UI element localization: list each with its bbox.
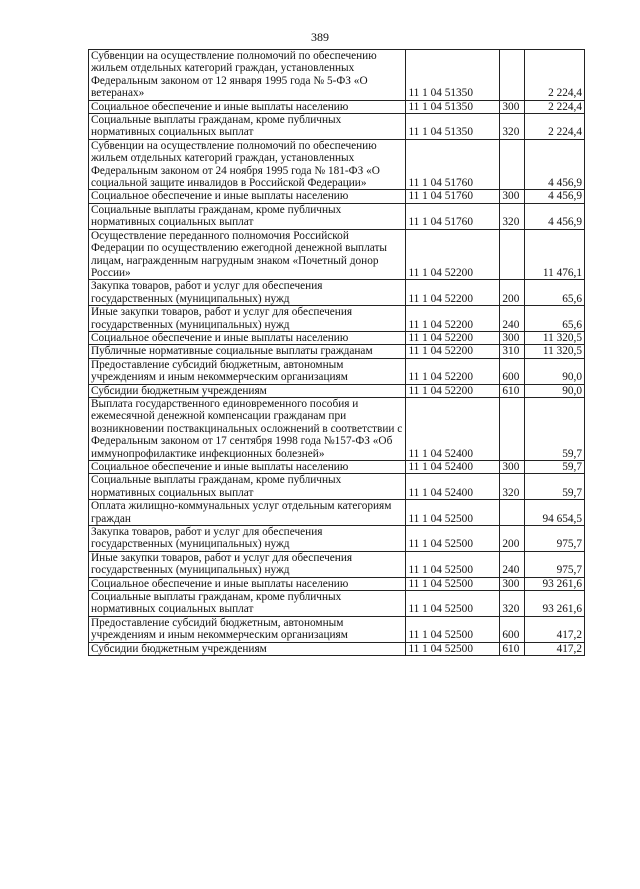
row-code: 11 1 04 52500 [408,538,473,551]
row-name: Социальное обеспечение и иные выплаты населению [91,190,349,203]
row-name-cell [89,190,406,203]
row-name: Социальные выплаты гражданам, кроме публичных нормативных социальных выплат [91,474,342,499]
row-code-cell [406,203,500,229]
row-amount-cell [525,190,585,203]
row-type: 320 [502,603,520,616]
table-row [89,306,585,332]
row-amount: 11 320,5 [542,331,582,344]
row-code: 11 1 04 51350 [408,126,473,139]
row-name: Закупка товаров, работ и услуг для обеспечения государственных (муниципальных) нужд [91,526,323,551]
row-type: 300 [502,190,520,203]
row-type-cell [500,306,525,332]
row-name: Выплата государственного единовременного пособия и ежемесячной денежной компенсации гражданам при возникновении поствакцинальных осложнений в соответствии с Федеральным законом от 17 сентября 1998 года №157-ФЗ «Об иммунопрофилактике инфекционных болезней» [91,397,403,460]
row-type-cell [500,616,525,642]
row-name: Публичные нормативные социальные выплаты гражданам [91,345,373,358]
row-type: 240 [502,318,520,331]
row-amount: 2 224,4 [548,87,582,100]
row-code: 11 1 04 52500 [408,512,473,525]
page-number: 389 [311,30,329,44]
row-code: 11 1 04 52200 [408,331,473,344]
row-code-cell [406,384,500,397]
row-amount: 65,6 [562,318,582,331]
row-amount-cell [525,642,585,655]
row-name: Субвенции на осуществление полномочий по обеспечению жильем отдельных категорий граждан, установленных Федеральным законом от 24 ноября 1995 года № 181-ФЗ «О социальной защите инвалидов в Российской Федерации» [91,139,380,190]
row-type-cell [500,358,525,384]
row-name-cell [89,500,406,526]
row-code: 11 1 04 52500 [408,603,473,616]
row-code-cell [406,358,500,384]
row-code: 11 1 04 51760 [408,216,473,229]
row-code-cell [406,100,500,113]
row-type: 320 [502,486,520,499]
row-amount-cell [525,461,585,474]
row-type: 300 [502,461,520,473]
table-row [89,100,585,113]
row-code: 11 1 04 52500 [408,564,473,577]
row-code-cell [406,551,500,577]
row-name-cell [89,114,406,140]
row-type: 300 [502,100,520,113]
row-type: 610 [502,642,520,655]
row-amount: 417,2 [556,629,582,642]
row-code: 11 1 04 52200 [408,384,473,397]
table-row [89,577,585,590]
row-name: Закупка товаров, работ и услуг для обеспечения государственных (муниципальных) нужд [91,280,323,305]
row-amount-cell [525,474,585,500]
row-code: 11 1 04 52200 [408,266,473,279]
row-type: 300 [502,331,520,344]
row-type-cell [500,203,525,229]
row-type-cell [500,139,525,190]
row-amount: 975,7 [556,538,582,551]
row-amount-cell [525,345,585,358]
table-row [89,526,585,552]
row-name-cell [89,229,406,280]
row-type-cell [500,397,525,460]
row-amount-cell [525,306,585,332]
table-row [89,474,585,500]
row-name: Субсидии бюджетным учреждениям [91,384,267,397]
row-name: Иные закупки товаров, работ и услуг для обеспечения государственных (муниципальных) нужд [91,306,353,331]
row-code: 11 1 04 52400 [408,461,473,473]
row-amount-cell [525,397,585,460]
row-amount-cell [525,139,585,190]
row-amount: 417,2 [556,642,582,655]
row-code-cell [406,397,500,460]
row-type: 320 [502,126,520,139]
table-row [89,203,585,229]
row-type: 310 [502,345,520,358]
row-type: 200 [502,538,520,551]
row-amount: 59,7 [562,461,582,473]
row-amount-cell [525,591,585,617]
row-amount-cell [525,500,585,526]
row-name-cell [89,397,406,460]
row-code: 11 1 04 51350 [408,87,473,100]
row-code: 11 1 04 52400 [408,447,473,460]
table-row [89,139,585,190]
row-code-cell [406,331,500,344]
row-name: Субсидии бюджетным учреждениям [91,642,267,655]
row-type-cell [500,526,525,552]
row-code: 11 1 04 52200 [408,345,473,358]
row-amount-cell [525,577,585,590]
row-amount: 4 456,9 [548,216,582,229]
row-amount-cell [525,229,585,280]
table-row [89,114,585,140]
row-type-cell [500,474,525,500]
table-row [89,551,585,577]
row-name-cell [89,50,406,101]
row-amount-cell [525,551,585,577]
row-name-cell [89,100,406,113]
row-type-cell [500,461,525,474]
row-amount-cell [525,616,585,642]
row-code: 11 1 04 51760 [408,190,473,203]
row-amount: 2 224,4 [548,100,582,113]
row-code-cell [406,114,500,140]
row-name-cell [89,280,406,306]
row-name-cell [89,474,406,500]
table-row [89,384,585,397]
row-name: Субвенции на осуществление полномочий по обеспечению жильем отдельных категорий граждан, установленных Федеральным законом от 12 января 1995 года № 5-ФЗ «О ветеранах» [91,50,377,100]
row-name-cell [89,526,406,552]
row-name-cell [89,577,406,590]
row-type: 600 [502,629,520,642]
row-amount-cell [525,384,585,397]
row-name: Предоставление субсидий бюджетным, автономным учреждениям и иным некоммерческим организациям [91,358,348,384]
row-name-cell [89,461,406,474]
row-type-cell [500,114,525,140]
row-name-cell [89,616,406,642]
row-amount-cell [525,526,585,552]
row-name: Социальное обеспечение и иные выплаты населению [91,100,349,113]
table-row [89,345,585,358]
row-name-cell [89,551,406,577]
row-name-cell [89,306,406,332]
row-code-cell [406,577,500,590]
row-code-cell [406,461,500,474]
row-name: Социальные выплаты гражданам, кроме публичных нормативных социальных выплат [91,591,342,616]
row-amount-cell [525,331,585,344]
row-amount-cell [525,100,585,113]
row-code: 11 1 04 52500 [408,629,473,642]
row-type: 300 [502,577,520,590]
row-amount: 90,0 [562,384,582,397]
table-row [89,591,585,617]
row-type-cell [500,50,525,101]
row-amount-cell [525,50,585,101]
row-type-cell [500,551,525,577]
table-row [89,397,585,460]
row-name-cell [89,139,406,190]
budget-table [88,49,585,656]
row-name-cell [89,358,406,384]
table-row [89,461,585,474]
row-code-cell [406,139,500,190]
row-type: 320 [502,216,520,229]
row-type-cell [500,577,525,590]
row-name-cell [89,642,406,655]
row-type-cell [500,345,525,358]
row-type-cell [500,331,525,344]
row-name: Оплата жилищно-коммунальных услуг отдельным категориям граждан [91,500,392,525]
row-type-cell [500,500,525,526]
table-row [89,358,585,384]
row-name: Осуществление переданного полномочия Российской Федерации по осуществлению ежегодной денежной выплаты лицам, награжденным нагрудным знаком «Почетный донор России» [91,229,387,279]
row-amount-cell [525,114,585,140]
row-amount: 93 261,6 [542,603,582,616]
row-code: 11 1 04 52200 [408,371,473,384]
row-type-cell [500,229,525,280]
table-row [89,280,585,306]
row-name-cell [89,591,406,617]
row-code: 11 1 04 52500 [408,642,473,655]
row-name: Иные закупки товаров, работ и услуг для обеспечения государственных (муниципальных) нужд [91,551,353,577]
row-amount-cell [525,280,585,306]
row-code: 11 1 04 51760 [408,177,473,190]
row-name: Социальное обеспечение и иные выплаты населению [91,331,349,344]
row-name: Предоставление субсидий бюджетным, автономным учреждениям и иным некоммерческим организациям [91,616,348,642]
row-code-cell [406,280,500,306]
row-code: 11 1 04 52200 [408,318,473,331]
row-name: Социальное обеспечение и иные выплаты населению [91,577,349,590]
row-type-cell [500,100,525,113]
row-name-cell [89,203,406,229]
row-amount: 90,0 [562,371,582,384]
row-code-cell [406,591,500,617]
row-code-cell [406,50,500,101]
row-amount: 94 654,5 [542,512,582,525]
row-code-cell [406,642,500,655]
row-amount: 59,7 [562,447,582,460]
table-row [89,331,585,344]
row-code-cell [406,190,500,203]
row-code-cell [406,474,500,500]
row-amount: 4 456,9 [548,177,582,190]
row-code: 11 1 04 52200 [408,292,473,305]
table-row [89,50,585,101]
table-row [89,616,585,642]
row-amount: 11 476,1 [542,266,582,279]
row-amount: 975,7 [556,564,582,577]
row-amount-cell [525,358,585,384]
table-row [89,229,585,280]
row-name-cell [89,345,406,358]
row-amount: 93 261,6 [542,577,582,590]
row-name-cell [89,331,406,344]
row-code-cell [406,526,500,552]
table-row [89,500,585,526]
row-type-cell [500,190,525,203]
row-amount: 2 224,4 [548,126,582,139]
row-name: Социальное обеспечение и иные выплаты населению [91,461,349,473]
row-code-cell [406,345,500,358]
row-name: Социальные выплаты гражданам, кроме публичных нормативных социальных выплат [91,114,342,139]
row-type-cell [500,642,525,655]
row-code: 11 1 04 52500 [408,577,473,590]
row-code-cell [406,500,500,526]
row-amount-cell [525,203,585,229]
table-body [89,50,585,656]
row-name-cell [89,384,406,397]
row-code: 11 1 04 51350 [408,100,473,113]
row-code-cell [406,229,500,280]
row-code-cell [406,616,500,642]
row-amount: 4 456,9 [548,190,582,203]
row-type: 200 [502,292,520,305]
table-row [89,190,585,203]
row-amount: 65,6 [562,292,582,305]
row-type-cell [500,280,525,306]
row-type: 610 [502,384,520,397]
row-amount: 11 320,5 [542,345,582,358]
row-type: 240 [502,564,520,577]
row-code-cell [406,306,500,332]
row-type: 600 [502,371,520,384]
row-name: Социальные выплаты гражданам, кроме публичных нормативных социальных выплат [91,203,342,229]
row-type-cell [500,591,525,617]
row-type-cell [500,384,525,397]
row-code: 11 1 04 52400 [408,486,473,499]
row-amount: 59,7 [562,486,582,499]
table-row [89,642,585,655]
